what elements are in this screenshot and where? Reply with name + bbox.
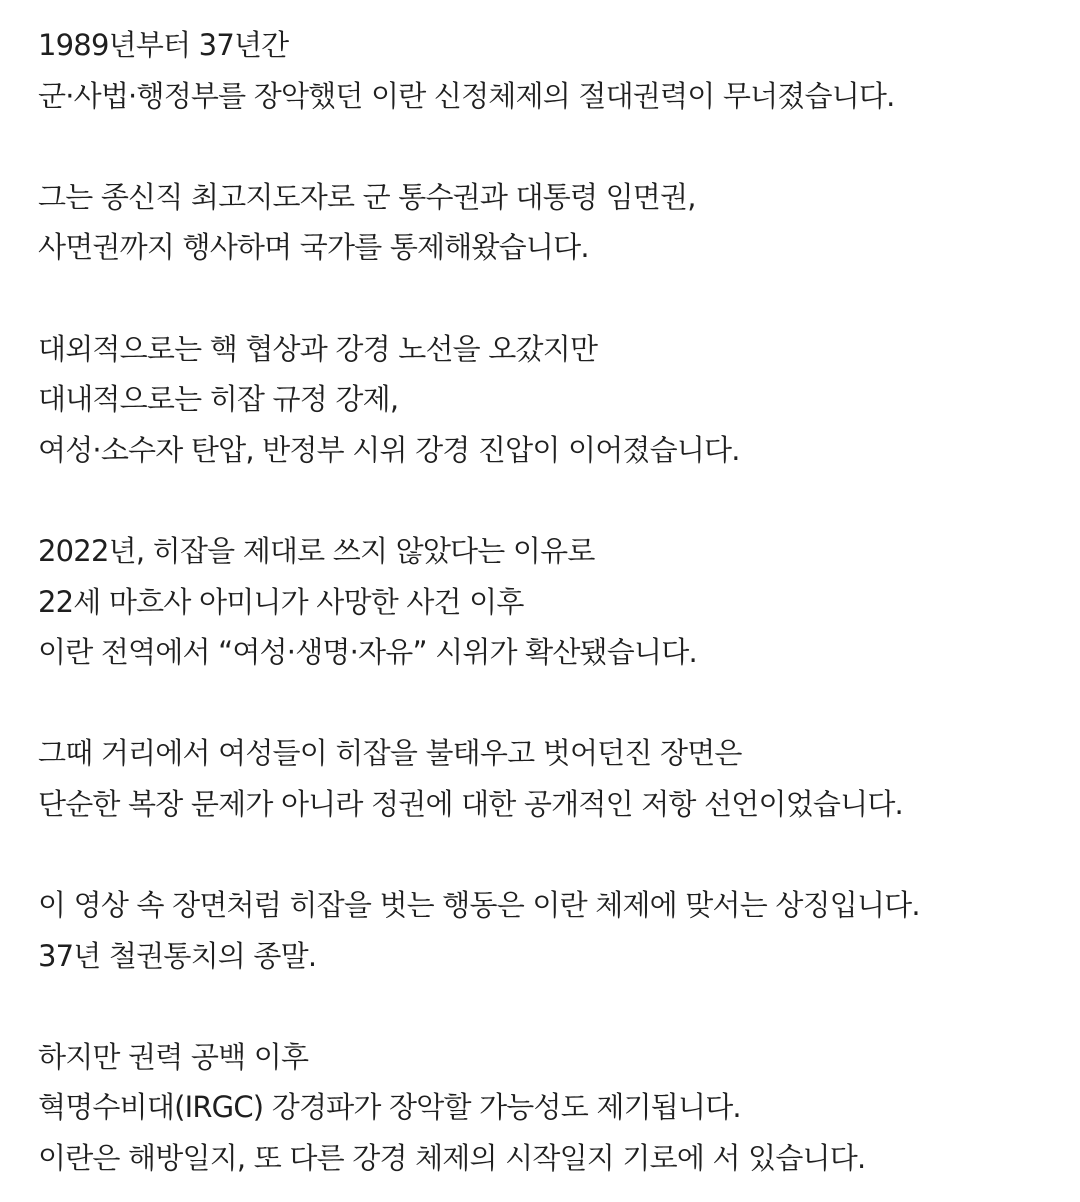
text-line: 혁명수비대(IRGC) 강경파가 장악할 가능성도 제기됩니다. — [38, 1090, 741, 1125]
text-line: 대외적으로는 핵 협상과 강경 노선을 오갔지만 — [38, 331, 598, 366]
text-line: 그때 거리에서 여성들이 히잡을 불태우고 벗어던진 장면은 — [38, 736, 742, 771]
text-line: 이란은 해방일지, 또 다른 강경 체제의 시작일지 기로에 서 있습니다. — [38, 1141, 866, 1176]
paragraph-3 — [38, 324, 1068, 476]
text-line: 군·사법·행정부를 장악했던 이란 신정체제의 절대권력이 무너졌습니다. — [38, 78, 895, 113]
text-line: 2022년, 히잡을 제대로 쓰지 않았다는 이유로 — [38, 533, 595, 568]
text-line: 대내적으로는 히잡 규정 강제, — [38, 382, 399, 417]
text-line: 여성·소수자 탄압, 반정부 시위 강경 진압이 이어졌습니다. — [38, 432, 740, 467]
text-line: 이 영상 속 장면처럼 히잡을 벗는 행동은 이란 체제에 맞서는 상징입니다. — [38, 888, 920, 923]
text-line: 37년 철권통치의 종말. — [38, 938, 317, 973]
paragraph-7 — [38, 1032, 1068, 1184]
paragraph-6 — [38, 880, 1068, 981]
text-line: 1989년부터 37년간 — [38, 28, 289, 62]
text-line: 사면권까지 행사하며 국가를 통제해왔습니다. — [38, 230, 589, 265]
paragraph-1 — [38, 20, 1068, 121]
text-line: 단순한 복장 문제가 아니라 정권에 대한 공개적인 저항 선언이었습니다. — [38, 786, 903, 821]
text-line: 22세 마흐사 아미니가 사망한 사건 이후 — [38, 584, 524, 619]
paragraph-5 — [38, 728, 1068, 829]
paragraph-4 — [38, 526, 1068, 678]
paragraph-2 — [38, 172, 1068, 273]
text-line: 이란 전역에서 “여성·생명·자유” 시위가 확산됐습니다. — [38, 635, 697, 670]
text-line: 하지만 권력 공백 이후 — [38, 1039, 309, 1074]
post-body — [38, 20, 1068, 1184]
text-line: 그는 종신직 최고지도자로 군 통수권과 대통령 임면권, — [38, 179, 696, 214]
